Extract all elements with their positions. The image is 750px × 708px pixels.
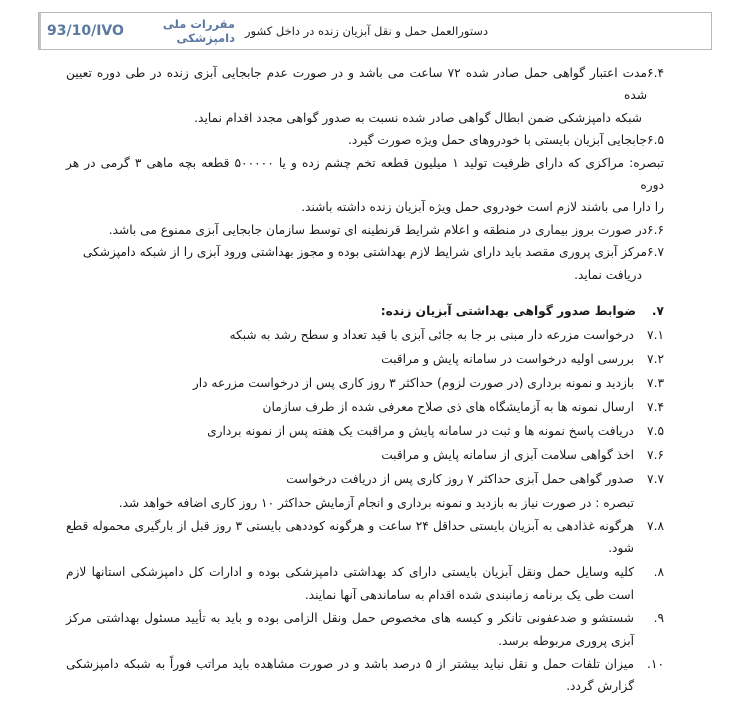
section-title: ضوابط صدور گواهی بهداشتی آبزیان زنده:	[380, 304, 636, 319]
item-text: بازدید و نمونه برداری (در صورت لزوم) حداکثر ۳ روز کاری پس از درخواست مزرعه دار	[192, 376, 634, 391]
item-number: ۶.۷	[647, 245, 664, 260]
section-7-note: تبصره : در صورت نیاز به بازدید و نمونه برداری و انجام آزمایش حداکثر ۱۰ روز کاری اضافه خواهد شد.	[118, 496, 634, 511]
section-number: ۱۰.	[647, 656, 664, 671]
list-item	[66, 372, 664, 394]
list-item	[66, 444, 664, 466]
item-text: درخواست مزرعه دار مبنی بر جا به جائی آبزی با قید تعداد و سطح رشد به شبکه	[229, 328, 634, 343]
item-6-4	[66, 62, 664, 107]
item-6-4-cont: شبکه دامپزشکی ضمن ابطال گواهی صادر شده نسبت به صدور گواهی مجدد اقدام نماید.	[194, 110, 642, 125]
item-text: ارسال نمونه ها به آزمایشگاه های ذی صلاح معرفی شده از طرف سازمان	[262, 400, 634, 415]
header-code-cell	[39, 13, 245, 49]
header-code: 93/10/IVO	[47, 23, 124, 39]
section-10	[66, 653, 664, 698]
item-text: صدور گواهی حمل آبزی حداکثر ۷ روز کاری پس از دریافت درخواست	[286, 472, 634, 487]
item-text: بررسی اولیه درخواست در سامانه پایش و مراقبت	[381, 352, 634, 367]
item-number: ۷.۲	[647, 352, 664, 367]
item-text: هرگونه غذادهی به آبزیان بایستی حداقل ۲۴ ساعت و هرگونه کوددهی بایستی ۳ روز قبل از بارگیری محموله قطع شود.	[66, 518, 634, 556]
item-number: ۷.۱	[647, 328, 664, 343]
section-text: کلیه وسایل حمل ونقل آبزیان بایستی دارای کد بهداشتی دامپزشکی بوده و ادارات کل دامپزشکی استانها لازم است طی یک برنامه زمانبندی شده اقدام به ساماندهی آنها نمایند.	[66, 565, 634, 602]
item-6-7-cont: دریافت نماید.	[574, 267, 642, 282]
header-title-cell	[245, 13, 711, 49]
item-6-7	[66, 241, 664, 263]
page-header	[38, 12, 712, 50]
item-number: ۷.۴	[647, 400, 664, 415]
header-title: دستورالعمل حمل و نقل آبزیان زنده در داخل کشور	[245, 24, 489, 38]
section-8	[66, 561, 664, 606]
item-text: در صورت بروز بیماری در منطقه و اعلام شرایط قرنطینه ای توسط سازمان جابجایی آبزی ممنوع می باشد.	[108, 222, 648, 237]
document-body	[66, 62, 664, 698]
item-number: ۷.۶	[647, 448, 664, 463]
item-text: مدت اعتبار گواهی حمل صادر شده ۷۲ ساعت می باشد و در صورت عدم جابجایی آبزی زنده در طی دوره تعیین شده	[66, 66, 648, 103]
item-number: ۷.۷	[647, 472, 664, 487]
item-text: دریافت پاسخ نمونه ها و ثبت در سامانه پایش و مراقبت یک هفته پس از نمونه برداری	[207, 424, 634, 439]
list-item	[66, 324, 664, 346]
item-number: ۷.۳	[647, 376, 664, 391]
item-number: ۷.۸	[647, 518, 664, 533]
item-number: ۶.۴	[647, 66, 664, 80]
header-regulation: مقررات ملی دامپزشکی	[162, 17, 235, 45]
section-number: ۹.	[653, 611, 664, 626]
list-item	[66, 468, 664, 490]
section-7-list	[66, 324, 664, 559]
section-number: ۸.	[653, 565, 664, 580]
item-text: اخذ گواهی سلامت آبزی از سامانه پایش و مراقبت	[381, 448, 634, 463]
note-6-5: تبصره: مراکزی که دارای ظرفیت تولید ۱ میلیون قطعه تخم چشم زده و یا ۵۰۰۰۰۰ قطعه بچه ماهی ۳ گرمی در هر دوره	[66, 155, 664, 193]
item-number: ۶.۵	[647, 133, 664, 148]
list-item	[66, 348, 664, 370]
list-item	[66, 420, 664, 442]
item-number: ۷.۵	[647, 424, 664, 439]
item-6-6	[66, 219, 664, 241]
section-text: میزان تلفات حمل و نقل نباید بیشتر از ۵ درصد باشد و در صورت مشاهده باید مراتب فوراً به شبکه دامپزشکی گزارش گردد.	[66, 656, 635, 694]
note-6-5-cont: را دارا می باشند لازم است خودروی حمل ویژه آبزیان زنده داشته باشند.	[301, 200, 664, 215]
item-number: ۶.۶	[647, 222, 664, 237]
item-text: جابجایی آبزیان بایستی با خودروهای حمل ویژه صورت گیرد.	[347, 133, 648, 148]
item-6-5	[66, 129, 664, 151]
section-7-heading	[66, 300, 664, 322]
section-9	[66, 607, 664, 652]
item-text: مرکز آبزی پروری مقصد باید دارای شرایط لازم بهداشتی بوده و مجوز بهداشتی ورود آبزی را از شبکه دامپزشکی	[82, 245, 648, 260]
list-item	[66, 515, 664, 560]
numbered-sections	[66, 561, 664, 697]
section-number: ۷.	[651, 304, 664, 319]
list-item	[66, 396, 664, 418]
section-text: شستشو و ضدعفونی تانکر و کیسه های مخصوص حمل ونقل الزامی بوده و باید به تأیید مسئول بهداشتی مرکز آبزی پروری مربوطه برسد.	[66, 611, 634, 648]
